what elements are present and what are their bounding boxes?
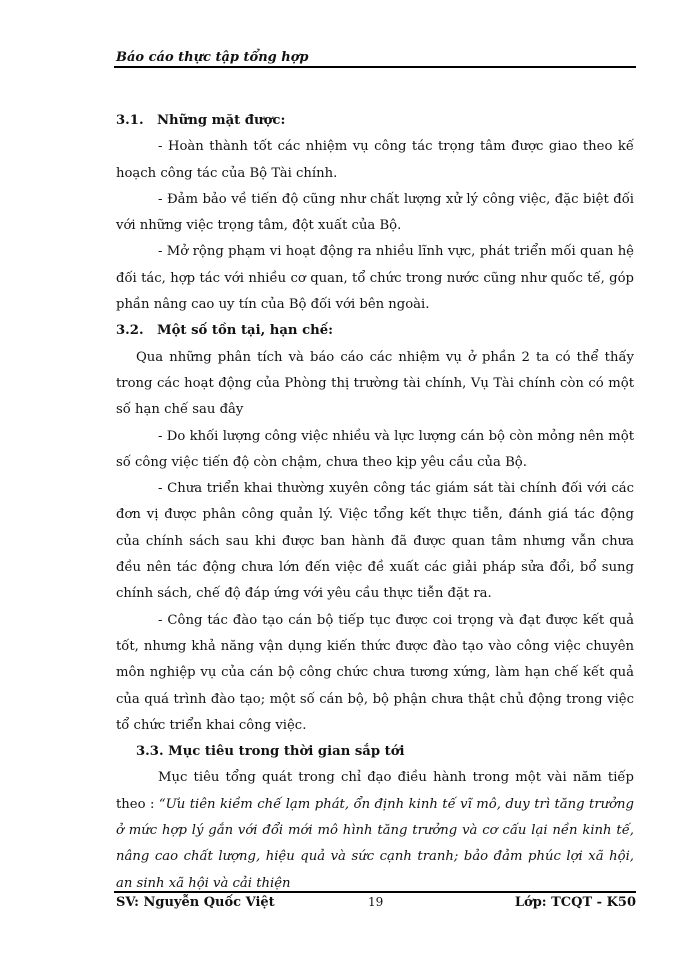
paragraph: - Công tác đào tạo cán bộ tiếp tục được coi trọng và đạt được kết quả tốt, nhưng khả năng vận dụng kiến thức được đào tạo vào công việc chuyên môn nghiệp vụ của cán bộ công chức chưa tương xứng, làm hạn chế kết quả của quá trình đào tạo; một số cán bộ, bộ phận chưa thật chủ động trong việc tổ chức triển khai công việc. bbox=[116, 612, 634, 733]
paragraph bbox=[116, 765, 634, 896]
paragraph: - Chưa triển khai thường xuyên công tác giám sát tài chính đối với các đơn vị được phân công quản lý. Việc tổng kết thực tiễn, đánh giá tác động của chính sách sau khi được ban hành đã được quan tâm nhưng vẫn chưa đều nên tác động chưa lớn đến việc đề xuất các giải pháp sửa đổi, bổ sung chính sách, chế độ đáp ứng với yêu cầu thực tiễn đặt ra. bbox=[116, 481, 634, 602]
page-number: 19 bbox=[368, 895, 384, 909]
paragraph: - Hoàn thành tốt các nhiệm vụ công tác trọng tâm được giao theo kế hoạch công tác của Bộ Tài chính. bbox=[116, 139, 634, 181]
footer-divider bbox=[114, 891, 636, 893]
paragraph: - Do khối lượng công việc nhiều và lực lượng cán bộ còn mỏng nên một số công việc tiến độ còn chậm, chưa theo kịp yêu cầu của Bộ. bbox=[116, 428, 634, 470]
section-number: 3.1. bbox=[116, 113, 144, 128]
footer-student: SV: Nguyễn Quốc Việt bbox=[116, 895, 275, 910]
paragraph: - Mở rộng phạm vi hoạt động ra nhiều lĩnh vực, phát triển mối quan hệ đối tác, hợp tác với nhiều cơ quan, tổ chức trong nước cũng như quốc tế, góp phần nâng cao uy tín của Bộ đối với bên ngoài. bbox=[116, 244, 634, 313]
footer-class: Lớp: TCQT - K50 bbox=[514, 895, 636, 910]
section-3-3-heading: 3.3. Mục tiêu trong thời gian sắp tới bbox=[136, 744, 405, 760]
quote: “Ưu tiên kiềm chế lạm phát, ổn định kinh tế vĩ mô, duy trì tăng trưởng ở mức hợp lý gắn với đổi mới mô hình tăng trưởng và cơ cấu lại nền kinh tế, nâng cao chất lượng, hiệu quả và sức cạnh tranh; bảo đảm phúc lợi xã hội, an sinh xã hội và cải thiện bbox=[116, 796, 634, 891]
section-title: Một số tồn tại, hạn chế: bbox=[157, 323, 333, 339]
document-body bbox=[116, 108, 634, 897]
section-title: Những mặt được: bbox=[157, 113, 286, 128]
section-number: 3.2. bbox=[116, 323, 144, 339]
section-3-2-heading bbox=[116, 318, 634, 344]
paragraph: - Đảm bảo về tiến độ cũng như chất lượng xử lý công việc, đặc biệt đối với những việc trọng tâm, đột xuất của Bộ. bbox=[116, 191, 634, 234]
header-title: Báo cáo thực tập tổng hợp bbox=[116, 50, 309, 65]
paragraph-lead: Mục tiêu tổng quát trong chỉ đạo điều hành trong một vài năm tiếp theo : bbox=[116, 770, 634, 812]
header-divider bbox=[114, 66, 636, 68]
paragraph: Qua những phân tích và báo cáo các nhiệm vụ ở phần 2 ta có thể thấy trong các hoạt động của Phòng thị trường tài chính, Vụ Tài chính còn có một số hạn chế sau đây bbox=[116, 349, 634, 418]
section-3-1-heading bbox=[116, 108, 634, 134]
